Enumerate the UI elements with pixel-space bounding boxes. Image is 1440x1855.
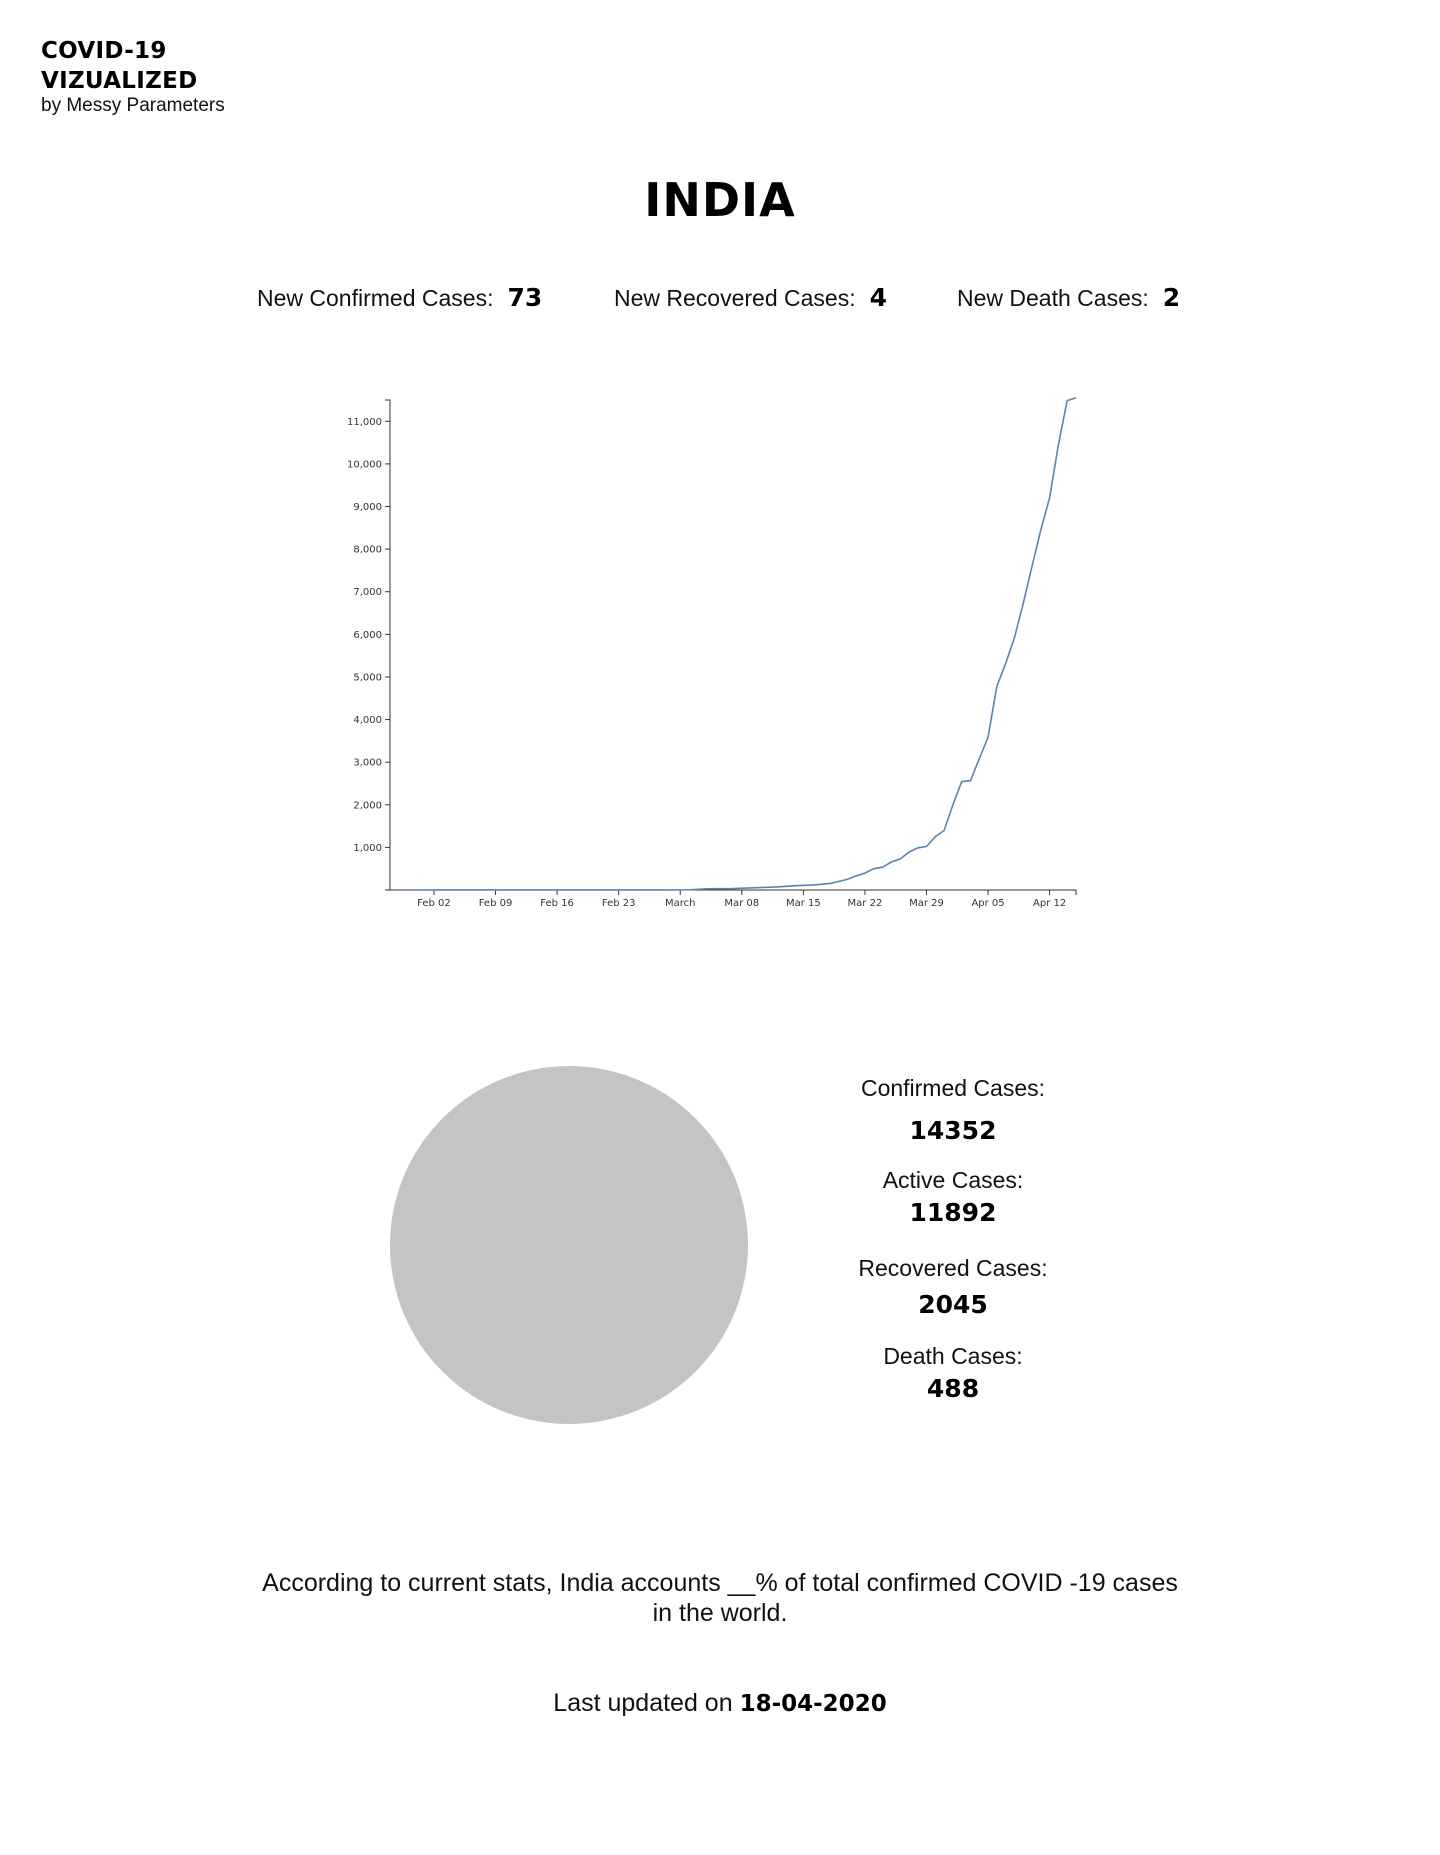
x-tick-label: Feb 16 (540, 898, 574, 909)
new-confirmed-label: New Confirmed Cases: (257, 285, 494, 311)
confirmed-total-value: 14352 (909, 1116, 997, 1145)
country-title: INDIA (644, 173, 796, 227)
chart-axes (385, 400, 1076, 895)
confirmed-total-label: Confirmed Cases: (860, 1075, 1046, 1101)
new-death-label: New Death Cases: (957, 285, 1149, 311)
y-tick-label: 9,000 (353, 502, 382, 514)
y-tick-label: 6,000 (353, 629, 382, 641)
y-tick-label: 8,000 (353, 544, 382, 556)
world-share-statement: According to current stats, India accounts __% of total confirmed COVID -19 cases in the world. (262, 1569, 1178, 1627)
confirmed-total (803, 1072, 1103, 1164)
x-tick-label: Mar 22 (847, 898, 883, 909)
recovered-total-value: 2045 (918, 1290, 988, 1319)
y-tick-label: 5,000 (353, 672, 382, 684)
x-tick-label: Apr 05 (971, 898, 1005, 909)
y-tick-label: 10,000 (347, 459, 382, 471)
x-tick-label: Mar 15 (785, 898, 821, 909)
x-tick-label: Apr 12 (1033, 898, 1067, 909)
death-total-label: Death Cases: (883, 1343, 1023, 1369)
new-death-stat (957, 280, 1180, 316)
y-tick-label: 1,000 (353, 842, 382, 854)
new-confirmed-stat (257, 280, 542, 316)
new-recovered-label: New Recovered Cases: (614, 285, 856, 311)
brand-byline: by Messy Parameters (41, 95, 225, 116)
y-tick-label: 4,000 (353, 715, 382, 727)
y-tick-label: 7,000 (353, 587, 382, 599)
active-total (803, 1164, 1103, 1252)
confirmed-cases-line (408, 398, 1076, 890)
x-tick-label: Feb 23 (601, 898, 636, 909)
new-recovered-stat (614, 280, 887, 316)
active-total-value: 11892 (909, 1198, 997, 1227)
new-confirmed-value: 73 (507, 283, 543, 312)
last-updated-date: 18-04-2020 (739, 1691, 887, 1717)
death-total-value: 488 (926, 1374, 980, 1403)
recovered-total-label: Recovered Cases: (858, 1255, 1048, 1281)
new-cases-summary (0, 280, 1440, 316)
new-death-value: 2 (1162, 283, 1181, 312)
pie-slice (390, 1066, 748, 1424)
x-tick-label: Mar 29 (909, 898, 944, 909)
brand (41, 36, 225, 118)
y-tick-label: 3,000 (353, 757, 382, 769)
x-tick-label: Feb 09 (478, 898, 513, 909)
x-tick-label: March (664, 898, 696, 909)
x-tick-label: Feb 02 (417, 898, 451, 909)
new-recovered-value: 4 (869, 283, 888, 312)
last-updated-prefix: Last updated on (553, 1689, 733, 1717)
brand-title-line-1: COVID-19 (41, 38, 167, 64)
total-cases-panel (803, 1072, 1103, 1428)
y-tick-label: 11,000 (347, 416, 382, 428)
last-updated (0, 1686, 1440, 1721)
active-total-label: Active Cases: (882, 1167, 1024, 1193)
brand-title-line-2: VIZUALIZED (41, 68, 198, 94)
cases-pie-chart (390, 1066, 748, 1424)
recovered-total (803, 1252, 1103, 1340)
y-tick-label: 2,000 (353, 800, 382, 812)
cases-line-chart (330, 390, 1090, 930)
death-total (803, 1340, 1103, 1428)
x-tick-label: Mar 08 (724, 898, 760, 909)
